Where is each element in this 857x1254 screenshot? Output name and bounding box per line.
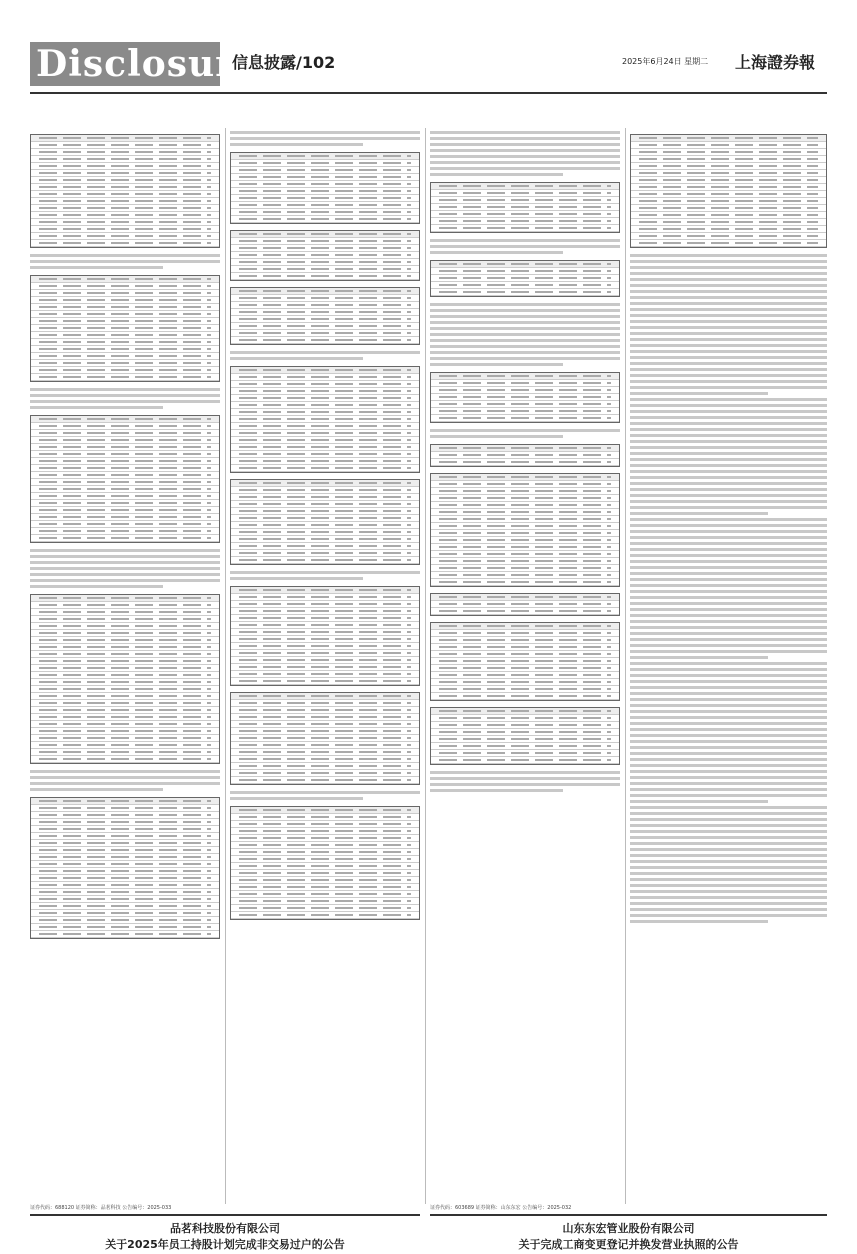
newspaper-logo: 上海證券報 xyxy=(735,53,816,72)
data-table xyxy=(230,366,420,473)
data-table xyxy=(230,806,420,920)
announcement-donghong xyxy=(430,1214,827,1254)
data-table xyxy=(430,707,620,765)
issue-date: 2025年6月24日 星期二 xyxy=(622,57,709,66)
header-rule xyxy=(30,92,827,94)
page-header xyxy=(0,0,857,100)
announcement-title: 关于2025年员工持股计划完成非交易过户的公告 xyxy=(105,1238,345,1251)
data-table xyxy=(430,622,620,701)
disclosure-logo: Disclosure xyxy=(30,42,220,86)
financial-table xyxy=(30,594,220,764)
data-table xyxy=(430,444,620,467)
financial-table xyxy=(30,134,220,248)
data-table xyxy=(230,586,420,686)
data-table xyxy=(230,692,420,785)
data-table xyxy=(230,287,420,345)
data-table xyxy=(430,182,620,233)
data-table xyxy=(430,260,620,297)
column-divider xyxy=(225,128,226,1204)
column-divider xyxy=(425,128,426,1204)
column-1 xyxy=(30,128,220,1204)
section-title: 信息披露/102 xyxy=(232,53,336,72)
announcement-title: 关于完成工商变更登记并换发营业执照的公告 xyxy=(518,1238,739,1251)
data-table xyxy=(430,593,620,616)
column-4 xyxy=(630,128,827,1204)
announcement-meta: 证券代码：603689 证券简称：山东东宏 公告编号：2025-032 xyxy=(430,1205,572,1211)
announcement-pinming xyxy=(30,1214,420,1254)
financial-table xyxy=(30,275,220,382)
data-table xyxy=(630,134,827,248)
financial-table xyxy=(30,415,220,543)
financial-table xyxy=(30,797,220,939)
data-table xyxy=(230,230,420,281)
column-2 xyxy=(230,128,420,1204)
announcement-company: 品茗科技股份有限公司 xyxy=(170,1222,280,1235)
announcement-meta: 证券代码：688120 证券简称：品茗科技 公告编号：2025-033 xyxy=(30,1205,172,1211)
data-table xyxy=(230,152,420,224)
data-table xyxy=(230,479,420,565)
data-table xyxy=(430,372,620,423)
column-divider xyxy=(625,128,626,1204)
announcement-company: 山东东宏管业股份有限公司 xyxy=(562,1222,695,1235)
column-3 xyxy=(430,128,620,1204)
data-table xyxy=(430,473,620,587)
